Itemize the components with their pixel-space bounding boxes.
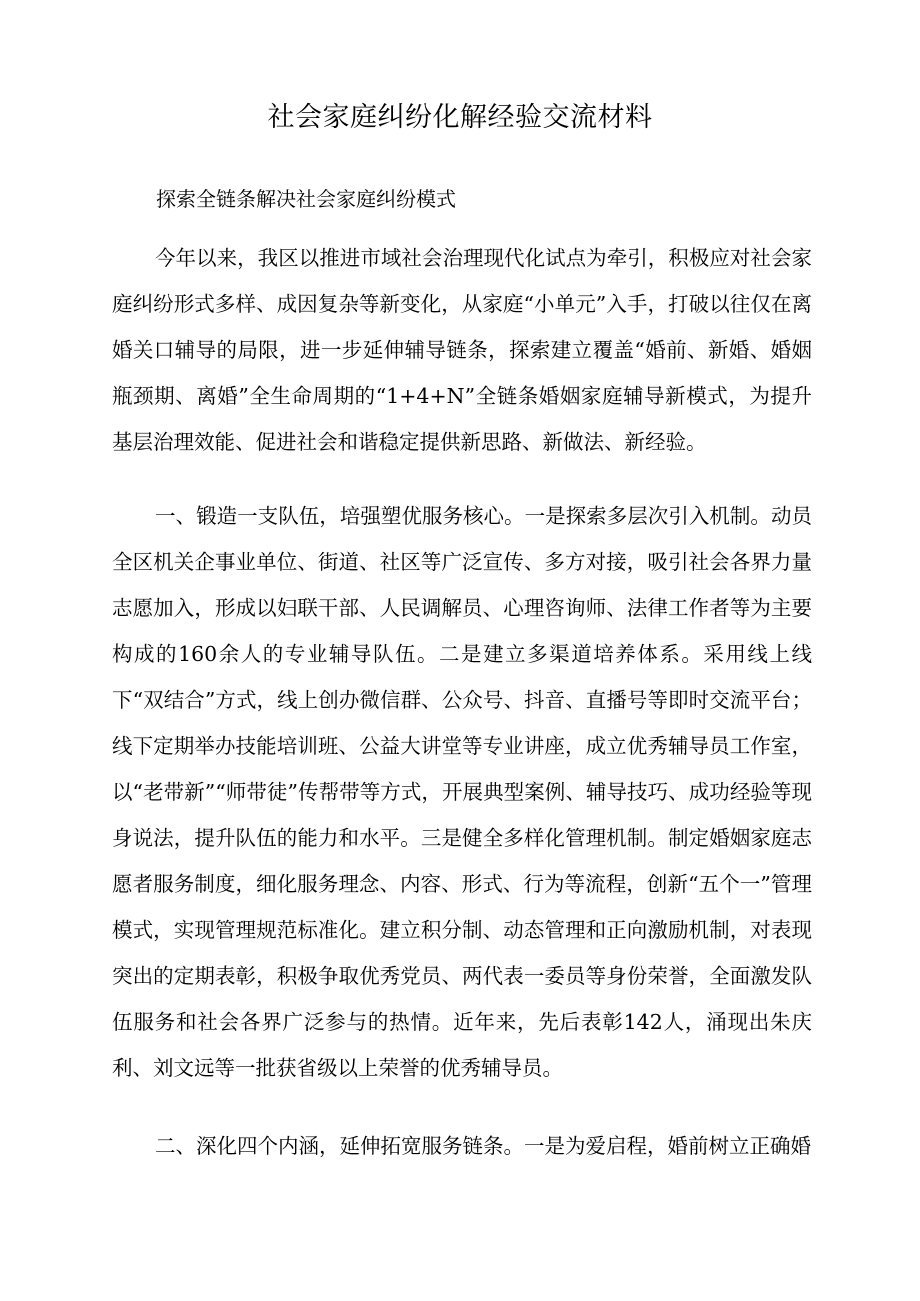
paragraph-section-one: 一、锻造一支队伍，培强塑优服务核心。一是探索多层次引入机制。动员全区机关企事业单位、街道、社区等广泛宣传、多方对接，吸引社会各界力量志愿加入，形成以妇联干部、人民调解员、心理咨询师、法律工作者等为主要构成的160余人的专业辅导队伍。二是建立多渠道培养体系。采用线上线下“双结合”方式，线上创办微信群、公众号、抖音、直播号等即时交流平台；线下定期举办技能培训班、公益大讲堂等专业讲座，成立优秀辅导员工作室，以“老带新”“师带徒”传帮带等方式，开展典型案例、辅导技巧、成功经验等现身说法，提升队伍的能力和水平。三是健全多样化管理机制。制定婚姻家庭志愿者服务制度，细化服务理念、内容、形式、行为等流程，创新“五个一”管理模式，实现管理规范标准化。建立积分制、动态管理和正向激励机制，对表现突出的定期表彰，积极争取优秀党员、两代表一委员等身份荣誉，全面激发队伍服务和社会各界广泛参与的热情。近年来，先后表彰142人，涌现出朱庆利、刘文远等一批获省级以上荣誉的优秀辅导员。 [112, 504, 812, 1080]
document-subtitle: 探索全链条解决社会家庭纠纷模式 [156, 187, 456, 211]
document-title: 社会家庭纠纷化解经验交流材料 [267, 102, 653, 133]
paragraph-intro: 今年以来，我区以推进市域社会治理现代化试点为牵引，积极应对社会家庭纠纷形式多样、成因复杂等新变化，从家庭“小单元”入手，打破以往仅在离婚关口辅导的局限，进一步延伸辅导链条，探索建立覆盖“婚前、新婚、婚姻瓶颈期、离婚”全生命周期的“1+4+N”全链条婚姻家庭辅导新模式，为提升基层治理效能、促进社会和谐稳定提供新思路、新做法、新经验。 [112, 246, 812, 454]
paragraph-section-two: 二、深化四个内涵，延伸拓宽服务链条。一是为爱启程，婚前树立正确婚 [155, 1134, 811, 1158]
